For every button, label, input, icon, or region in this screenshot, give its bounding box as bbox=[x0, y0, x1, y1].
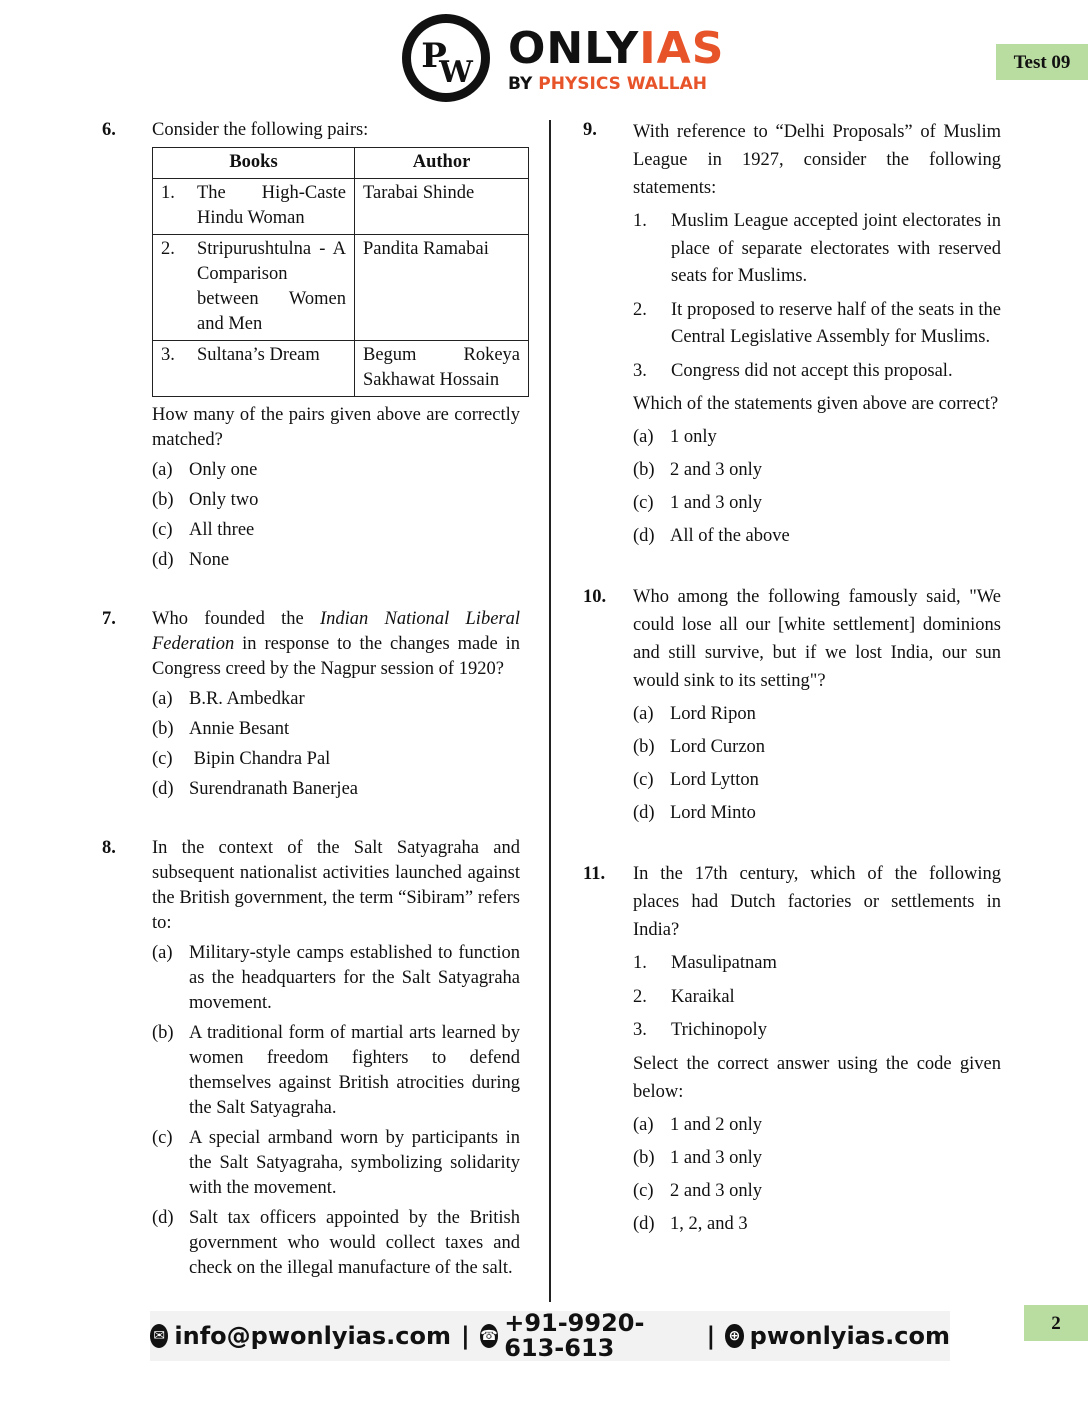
logo-letter-w: W bbox=[439, 55, 473, 90]
brand-name: ONLYIAS BY PHYSICS WALLAH bbox=[508, 23, 725, 94]
option-d: (d) Surendranath Banerjea bbox=[152, 779, 358, 799]
table-header-author: Author bbox=[355, 148, 529, 179]
statement-2: 2. Karaikal bbox=[633, 986, 735, 1007]
footer-website[interactable]: pwonlyias.com bbox=[749, 1321, 950, 1350]
option-c: (c) Lord Lytton bbox=[633, 770, 759, 790]
option-d: (d) All of the above bbox=[633, 526, 790, 546]
question-number: 8. bbox=[102, 838, 116, 858]
option-d: (d) Salt tax officers appointed by the British government who would collect taxes and check on the illegal manufacture of the salt. bbox=[152, 1208, 520, 1278]
option-b: (b) A traditional form of martial arts learned by women freedom fighters to defend themselves against British atrocities during the Salt Satyagraha. bbox=[152, 1023, 520, 1118]
book-title: Stripurushtulna - A Comparison between Women and Men bbox=[197, 239, 346, 334]
left-column bbox=[102, 118, 520, 1281]
question-prompt: Select the correct answer using the code given below: bbox=[633, 1053, 1001, 1102]
footer-email[interactable]: info@pwonlyias.com bbox=[174, 1321, 452, 1350]
book-title: Sultana’s Dream bbox=[197, 345, 320, 365]
author-name: Pandita Ramabai bbox=[355, 235, 529, 341]
question-text: Who among the following famously said, "We could lose all our [white settlement] dominions and still survive, but if we lost India, our sun would sink to its setting"? bbox=[633, 587, 1001, 691]
statement-3: 3. Trichinopoly bbox=[633, 1020, 767, 1040]
option-a: (a) 1 and 2 only bbox=[633, 1114, 762, 1135]
question-10 bbox=[583, 583, 1001, 827]
option-a: (a) Only one bbox=[152, 460, 258, 480]
book-title: The High-Caste Hindu Woman bbox=[197, 183, 346, 228]
globe-icon: ⊕ bbox=[725, 1324, 743, 1348]
question-text: Who founded the Indian National Liberal Federation in response to the changes made in Congress creed by the Nagpur session of 1920? bbox=[152, 609, 520, 679]
option-c: (c) 1 and 3 only bbox=[633, 493, 762, 513]
question-number: 9. bbox=[583, 120, 597, 140]
footer-phone[interactable]: +91-9920-613-613 bbox=[504, 1309, 645, 1362]
logo-letter-p: P bbox=[421, 36, 447, 76]
question-number: 6. bbox=[102, 120, 116, 140]
question-prompt: Which of the statements given above are correct? bbox=[633, 394, 999, 414]
question-text: Consider the following pairs: bbox=[152, 120, 369, 140]
footer-separator: | bbox=[706, 1321, 716, 1350]
option-a: (a) Military-style camps established to function as the headquarters for the Salt Satyagraha movement. bbox=[152, 943, 520, 1013]
pw-logo-icon bbox=[400, 12, 492, 104]
page-number: 2 bbox=[1024, 1305, 1088, 1341]
question-6 bbox=[102, 118, 520, 573]
statement-3: 3. Congress did not accept this proposal. bbox=[633, 360, 953, 381]
author-name: Tarabai Shinde bbox=[355, 179, 529, 235]
phone-icon: ☎ bbox=[480, 1324, 498, 1348]
question-9 bbox=[583, 118, 1001, 550]
question-number: 10. bbox=[583, 587, 607, 607]
option-b: (b) Only two bbox=[152, 490, 259, 510]
option-d: (d) 1, 2, and 3 bbox=[633, 1213, 748, 1234]
option-d: (d) None bbox=[152, 550, 230, 570]
row-number: 1. bbox=[161, 183, 175, 203]
column-divider bbox=[549, 120, 551, 1302]
table-header-books: Books bbox=[153, 148, 355, 179]
question-11 bbox=[583, 860, 1001, 1238]
option-c: (c) A special armband worn by participants in the Salt Satyagraha, symbolizing solidarity with the movement. bbox=[152, 1128, 520, 1198]
question-text: In the 17th century, which of the following places had Dutch factories or settlements in India? bbox=[633, 864, 1001, 940]
question-number: 7. bbox=[102, 609, 116, 629]
table-row bbox=[153, 179, 529, 235]
option-a: (a) Lord Ripon bbox=[633, 704, 756, 724]
question-text: In the context of the Salt Satyagraha and subsequent nationalist activities launched against the British government, the term “Sibiram” refers to: bbox=[152, 838, 520, 933]
option-d: (d) Lord Minto bbox=[633, 803, 756, 823]
question-text: With reference to “Delhi Proposals” of Muslim League in 1927, consider the following statements: bbox=[633, 122, 1001, 198]
question-8 bbox=[102, 836, 520, 1281]
option-b: (b) Lord Curzon bbox=[633, 737, 766, 757]
statement-1: 1. Muslim League accepted joint electorates in place of separate electorates with reserved seats for Muslims. bbox=[633, 211, 1001, 286]
footer-separator: | bbox=[461, 1321, 470, 1350]
option-c: (c) Bipin Chandra Pal bbox=[152, 749, 331, 769]
header bbox=[400, 12, 725, 104]
author-name: Begum Rokeya Sakhawat Hossain bbox=[355, 341, 529, 397]
table-row bbox=[153, 341, 529, 397]
table-row bbox=[153, 235, 529, 341]
option-b: (b) 2 and 3 only bbox=[633, 460, 762, 480]
statement-2: 2. It proposed to reserve half of the seats in the Central Legislative Assembly for Muslims. bbox=[633, 299, 1001, 347]
option-b: (b) Annie Besant bbox=[152, 719, 290, 739]
option-c: (c) All three bbox=[152, 520, 255, 540]
question-prompt: How many of the pairs given above are correctly matched? bbox=[152, 405, 520, 450]
email-icon: ✉ bbox=[150, 1324, 168, 1348]
test-badge: Test 09 bbox=[996, 44, 1088, 80]
footer-contact-bar bbox=[150, 1311, 950, 1361]
row-number: 3. bbox=[161, 345, 175, 365]
statement-1: 1. Masulipatnam bbox=[633, 953, 777, 973]
question-7 bbox=[102, 607, 520, 802]
option-a: (a) B.R. Ambedkar bbox=[152, 689, 305, 709]
option-a: (a) 1 only bbox=[633, 427, 717, 447]
option-c: (c) 2 and 3 only bbox=[633, 1180, 762, 1201]
right-column bbox=[583, 118, 1001, 1238]
row-number: 2. bbox=[161, 239, 175, 259]
question-number: 11. bbox=[583, 864, 606, 884]
option-b: (b) 1 and 3 only bbox=[633, 1147, 762, 1168]
pairs-table bbox=[152, 147, 529, 397]
